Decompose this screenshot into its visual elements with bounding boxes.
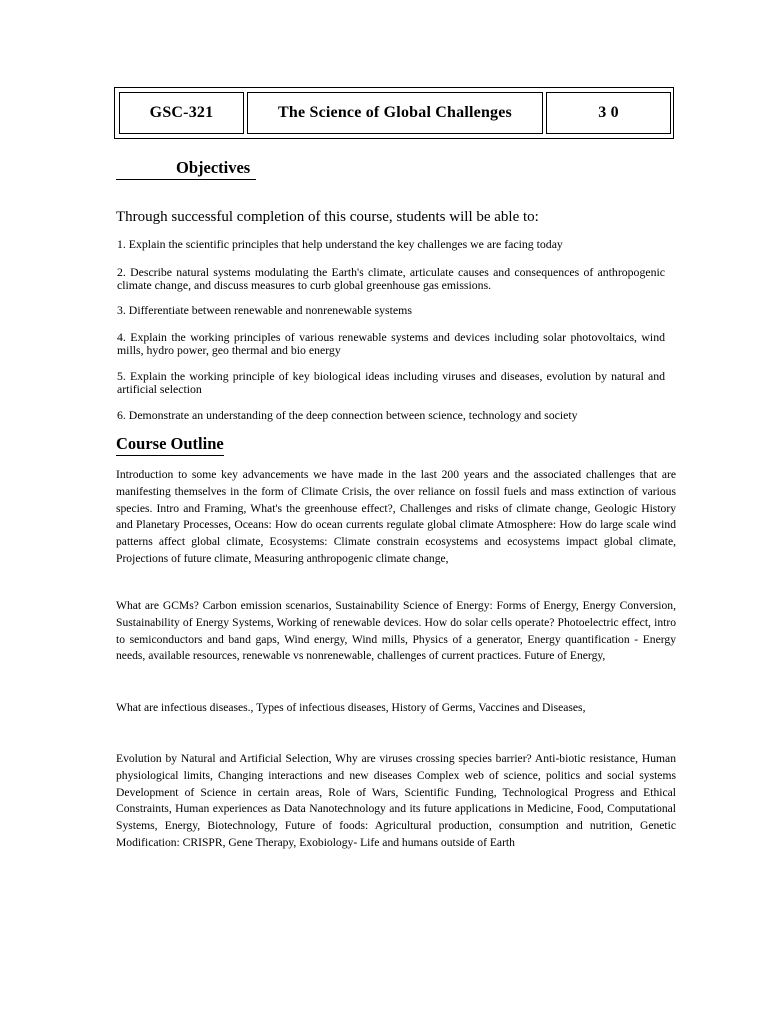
course-outline-heading: Course Outline [116, 434, 224, 456]
outline-paragraph-2: What are GCMs? Carbon emission scenarios, Sustainability Science of Energy: Forms of Energy, Energy Conversion, Sustainability of Energy Systems, Working of renewable devices. How do solar cells operate? Photoelectric effect, intro to semiconductors and band gaps, Wind energy, Wind mills, Physics of a generator, Energy quantification - Energy needs, available resources, renewable vs nonrenewable, challenges of current practices. Future of Energy, [116, 599, 676, 663]
objective-text: 4. Explain the working principles of various renewable systems and devices including solar photovoltaics, wind mills, hydro power, geo thermal and bio energy [117, 330, 665, 357]
objective-text: 6. Demonstrate an understanding of the deep connection between science, technology and society [117, 408, 578, 422]
objective-item-4 [117, 331, 665, 356]
objective-item-5 [117, 370, 665, 395]
objective-item-1 [117, 238, 665, 251]
objective-text: 1. Explain the scientific principles that help understand the key challenges we are facing today [117, 237, 563, 251]
objective-text: 2. Describe natural systems modulating the Earth's climate, articulate causes and consequences of anthropogenic climate change, and discuss measures to curb global greenhouse gas emissions. [117, 265, 665, 292]
objective-text: 3. Differentiate between renewable and nonrenewable systems [117, 303, 412, 317]
course-code: GSC-321 [119, 92, 244, 134]
objective-item-6 [117, 409, 665, 422]
objective-text: 5. Explain the working principle of key biological ideas including viruses and diseases, evolution by natural and artificial selection [117, 369, 665, 396]
objective-item-2 [117, 266, 665, 291]
outline-paragraph-3: What are infectious diseases., Types of infectious diseases, History of Germs, Vaccines and Diseases, [116, 701, 586, 714]
course-title: The Science of Global Challenges [247, 92, 543, 134]
course-header-table [114, 87, 674, 139]
outline-paragraph-1: Introduction to some key advancements we have made in the last 200 years and the associated challenges that are manifesting themselves in the form of Climate Crisis, the over reliance on fossil fuels and mass extinction of various species. Intro and Framing, What's the greenhouse effect?, Challenges and risks of climate change, Geologic History and Planetary Processes, Oceans: How do ocean currents regulate global climate Atmosphere: How do large scale wind patterns affect global climate, Ecosystems: Climate constrain ecosystems and ecosystems impact global climate, Projections of future climate, Measuring anthropogenic climate change, [116, 468, 676, 565]
objective-item-3 [117, 304, 665, 317]
course-credits: 3 0 [546, 92, 671, 134]
objectives-intro: Through successful completion of this course, students will be able to: [116, 209, 539, 225]
objectives-heading-text: Objectives [176, 158, 251, 177]
outline-paragraph-4: Evolution by Natural and Artificial Selection, Why are viruses crossing species barrier? Anti-biotic resistance, Human physiological limits, Changing interactions and new diseases Complex web of science, politics and social systems Development of Science in certain areas, Role of Wars, Scientific Funding, Technological Progress and Ethical Constraints, Human experiences as Data Nanotechnology and its future applications in Medicine, Food, Computational Systems, Energy, Biotechnology, Future of foods: Agricultural production, consumption and nutrition, Genetic Modification: CRISPR, Gene Therapy, Exobiology- Life and humans outside of Earth [116, 752, 676, 849]
objectives-heading [116, 158, 256, 180]
